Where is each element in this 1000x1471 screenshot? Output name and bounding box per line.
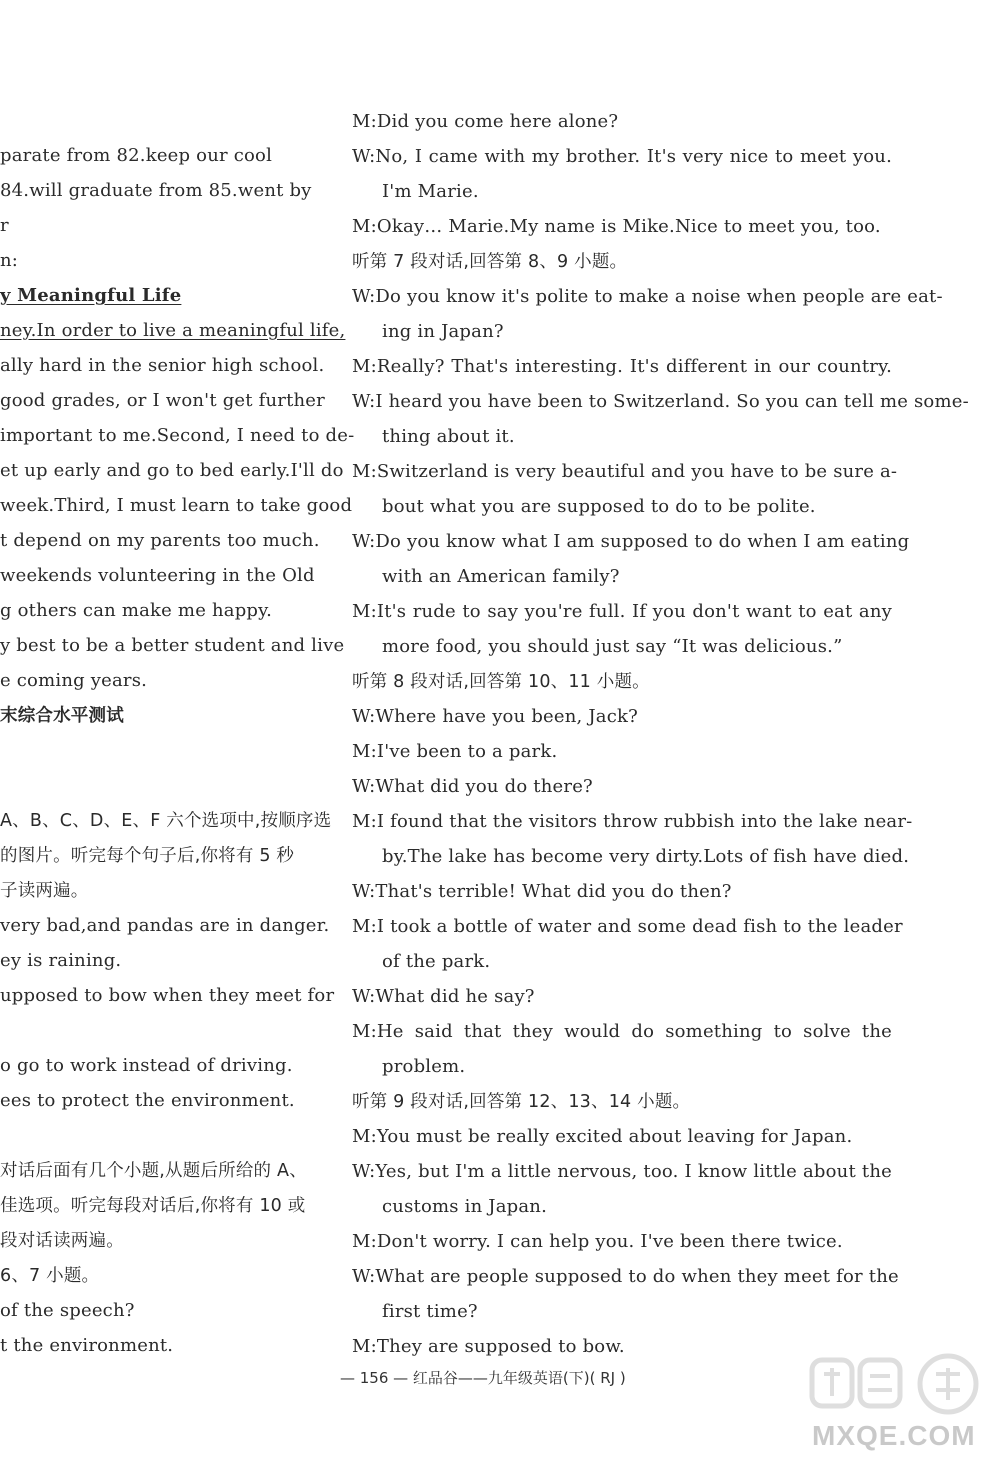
left-line: t depend on my parents too much. xyxy=(0,530,320,551)
dialogue-line: I'm Marie. xyxy=(382,181,479,202)
watermark-text: MXQE.COM xyxy=(812,1420,976,1451)
dialogue-line: W:Yes, but I'm a little nervous, too. I know little about the xyxy=(352,1161,892,1182)
left-line: ally hard in the senior high school. xyxy=(0,355,325,376)
left-line: very bad,and pandas are in danger. xyxy=(0,915,330,936)
dialogue-instruction: 听第 7 段对话,回答第 8、9 小题。 xyxy=(352,252,628,272)
left-line: y best to be a better student and live xyxy=(0,635,345,656)
left-line: parate from 82.keep our cool xyxy=(0,145,273,166)
dialogue-line: M:I took a bottle of water and some dead fish to the leader xyxy=(352,916,903,937)
left-line: ney.In order to live a meaningful life, xyxy=(0,320,346,341)
dialogue-line: W:Do you know it's polite to make a noise when people are eat- xyxy=(352,286,943,307)
left-line: ey is raining. xyxy=(0,950,122,971)
dialogue-line: W:I heard you have been to Switzerland. So you can tell me some- xyxy=(352,391,969,412)
dialogue-line: M:They are supposed to bow. xyxy=(352,1336,625,1357)
dialogue-line: W:Where have you been, Jack? xyxy=(352,706,638,727)
left-line: 佳选项。听完每段对话后,你将有 10 或 xyxy=(0,1196,306,1216)
left-line: good grades, or I won't get further xyxy=(0,390,325,411)
left-line: 对话后面有几个小题,从题后所给的 A、 xyxy=(0,1161,307,1181)
right-column xyxy=(352,0,969,1471)
dialogue-line: M:You must be really excited about leaving for Japan. xyxy=(352,1126,853,1147)
dialogue-line: M:Don't worry. I can help you. I've been there twice. xyxy=(352,1231,843,1252)
essay-title: y Meaningful Life xyxy=(0,285,182,306)
left-line: weekends volunteering in the Old xyxy=(0,565,315,586)
left-line: et up early and go to bed early.I'll do xyxy=(0,460,344,481)
dialogue-line: M:It's rude to say you're full. If you don't want to eat any xyxy=(352,601,892,622)
dialogue-instruction: 听第 8 段对话,回答第 10、11 小题。 xyxy=(352,672,650,692)
left-line: 的图片。听完每个句子后,你将有 5 秒 xyxy=(0,846,295,866)
left-line: A、B、C、D、E、F 六个选项中,按顺序选 xyxy=(0,811,332,831)
dialogue-line: thing about it. xyxy=(382,426,515,447)
left-line: 6、7 小题。 xyxy=(0,1266,100,1286)
dialogue-line: M:I've been to a park. xyxy=(352,741,558,762)
dialogue-line: M:Okay… Marie.My name is Mike.Nice to meet you, too. xyxy=(352,216,881,237)
dialogue-line: ing in Japan? xyxy=(382,321,504,342)
dialogue-line: M:Really? That's interesting. It's different in our country. xyxy=(352,356,892,377)
dialogue-line: M:He said that they would do something to solve the xyxy=(352,1021,892,1042)
left-line: g others can make me happy. xyxy=(0,600,273,621)
left-line: r xyxy=(0,215,9,236)
dialogue-line: W:Do you know what I am supposed to do when I am eating xyxy=(352,531,910,552)
left-line: ees to protect the environment. xyxy=(0,1090,295,1111)
dialogue-line: of the park. xyxy=(382,951,491,972)
dialogue-line: by.The lake has become very dirty.Lots of fish have died. xyxy=(382,846,910,867)
dialogue-line: M:I found that the visitors throw rubbish into the lake near- xyxy=(352,811,913,832)
dialogue-line: more food, you should just say “It was delicious.” xyxy=(382,636,843,657)
dialogue-line: with an American family? xyxy=(382,566,620,587)
dialogue-line: problem. xyxy=(382,1056,466,1077)
left-line: important to me.Second, I need to de- xyxy=(0,425,355,446)
left-line: 段对话读两遍。 xyxy=(0,1231,124,1251)
dialogue-line: W:That's terrible! What did you do then? xyxy=(352,881,732,902)
left-line: week.Third, I must learn to take good xyxy=(0,495,353,516)
left-line: o go to work instead of driving. xyxy=(0,1055,293,1076)
dialogue-line: bout what you are supposed to do to be polite. xyxy=(382,496,816,517)
left-line: n: xyxy=(0,250,19,271)
left-line: of the speech? xyxy=(0,1300,135,1321)
dialogue-line: first time? xyxy=(382,1301,478,1322)
dialogue-line: M:Switzerland is very beautiful and you have to be sure a- xyxy=(352,461,898,482)
left-column xyxy=(0,0,355,1471)
dialogue-line: W:What did he say? xyxy=(352,986,535,1007)
answer-stamp-logo xyxy=(808,1350,988,1424)
dialogue-line: M:Did you come here alone? xyxy=(352,111,619,132)
left-line: 84.will graduate from 85.went by xyxy=(0,180,312,201)
section-heading: 末综合水平测试 xyxy=(0,706,124,726)
dialogue-line: customs in Japan. xyxy=(382,1196,547,1217)
left-line: e coming years. xyxy=(0,670,148,691)
left-line: 子读两遍。 xyxy=(0,881,89,901)
dialogue-instruction: 听第 9 段对话,回答第 12、13、14 小题。 xyxy=(352,1092,691,1112)
left-line: t the environment. xyxy=(0,1335,174,1356)
dialogue-line: W:No, I came with my brother. It's very nice to meet you. xyxy=(352,146,892,167)
page-footer: — 156 — 红品谷——九年级英语(下)( RJ ) xyxy=(340,1369,626,1387)
dialogue-line: W:What are people supposed to do when they meet for the xyxy=(352,1266,899,1287)
left-line: upposed to bow when they meet for xyxy=(0,985,335,1006)
dialogue-line: W:What did you do there? xyxy=(352,776,593,797)
